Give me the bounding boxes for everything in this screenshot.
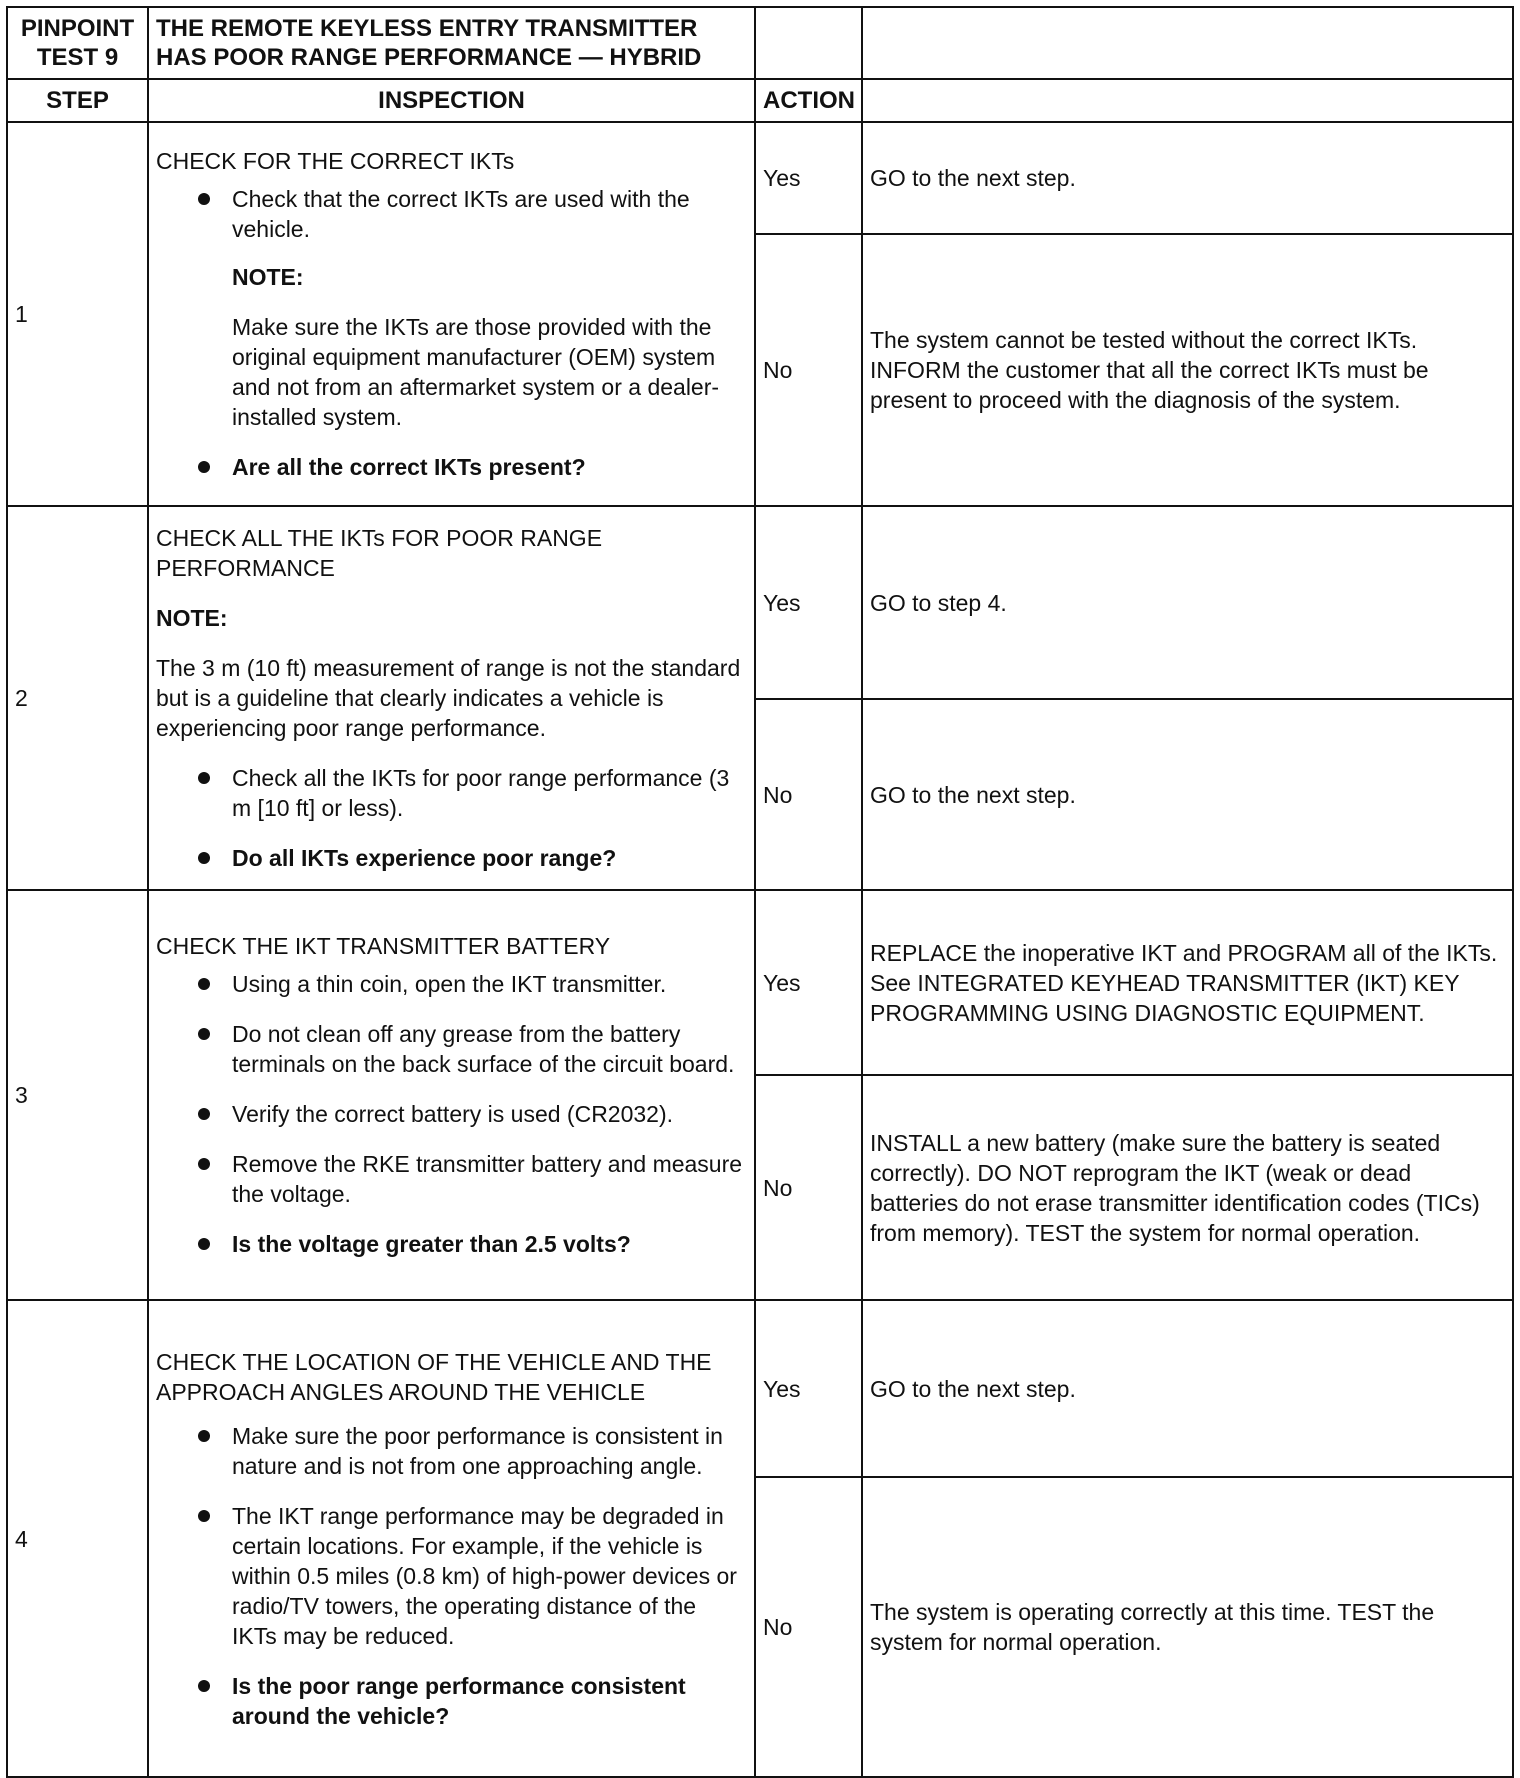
- step-1-bullets: [156, 184, 747, 244]
- step-1-inspection: [148, 122, 755, 506]
- bullet-icon: [198, 1028, 210, 1040]
- step-3-title: CHECK THE IKT TRANSMITTER BATTERY: [156, 933, 611, 959]
- step-1-note: Make sure the IKTs are those provided with the original equipment manufacturer (OEM) system and not from an aftermarket system or a dealer-installed system.: [232, 314, 720, 430]
- step-4-yes-action: GO to the next step.: [862, 1300, 1513, 1477]
- step-4-title: CHECK THE LOCATION OF THE VEHICLE AND THE APPROACH ANGLES AROUND THE VEHICLE: [156, 1348, 712, 1405]
- table-title-row: [7, 7, 1513, 79]
- step-2-inspection: [148, 506, 755, 890]
- step-2-note: The 3 m (10 ft) measurement of range is not the standard but is a guideline that clearly indicates a vehicle is experiencing poor range performance.: [156, 655, 741, 741]
- step-2-note-title: NOTE:: [156, 605, 228, 631]
- step-2-yes-action: GO to step 4.: [862, 506, 1513, 699]
- bullet-icon: [198, 461, 210, 473]
- test-title: THE REMOTE KEYLESS ENTRY TRANSMITTER HAS POOR RANGE PERFORMANCE — HYBRID: [148, 7, 755, 79]
- step-4-bullets: [156, 1421, 747, 1731]
- step-3-bullet-3: Verify the correct battery is used (CR2032).: [156, 1099, 747, 1129]
- column-header-blank: [862, 79, 1513, 122]
- pinpoint-test-table: [6, 6, 1514, 1778]
- bullet-icon: [198, 1158, 210, 1170]
- bullet-icon: [198, 1108, 210, 1120]
- bullet-icon: [198, 1510, 210, 1522]
- column-header-step: STEP: [7, 79, 148, 122]
- step-2-bullet-1: Check all the IKTs for poor range performance (3 m [10 ft] or less).: [156, 763, 747, 823]
- step-1-note-title: NOTE:: [232, 264, 304, 290]
- step-2-no-action: GO to the next step.: [862, 699, 1513, 890]
- step-4-bullet-2: The IKT range performance may be degraded in certain locations. For example, if the vehicle is within 0.5 miles (0.8 km) of high-power devices or radio/TV towers, the operating distance of the IKTs may be reduced.: [156, 1501, 747, 1651]
- step-3-bullet-2: Do not clean off any grease from the battery terminals on the back surface of the circuit board.: [156, 1019, 747, 1079]
- step-4-question: Is the poor range performance consistent around the vehicle?: [156, 1671, 747, 1731]
- bullet-icon: [198, 772, 210, 784]
- step-1-no-label: No: [755, 234, 862, 506]
- step-3-yes-label: Yes: [755, 890, 862, 1075]
- step-3-bullets: [156, 969, 747, 1259]
- step-4-yes-row: [7, 1300, 1513, 1477]
- step-3-question: Is the voltage greater than 2.5 volts?: [156, 1229, 747, 1259]
- step-2-title: CHECK ALL THE IKTs FOR POOR RANGE PERFORMANCE: [156, 525, 603, 581]
- step-4-number: 4: [7, 1300, 148, 1777]
- step-3-no-label: No: [755, 1075, 862, 1300]
- step-1-number: 1: [7, 122, 148, 506]
- step-1-yes-row: [7, 122, 1513, 234]
- step-2-bullets: [156, 763, 747, 873]
- step-3-bullet-1: Using a thin coin, open the IKT transmitter.: [156, 969, 747, 999]
- column-header-row: [7, 79, 1513, 122]
- step-1-bullet-1: Check that the correct IKTs are used with the vehicle.: [156, 184, 747, 244]
- step-1-no-action: The system cannot be tested without the correct IKTs. INFORM the customer that all the correct IKTs must be present to proceed with the diagnosis of the system.: [862, 234, 1513, 506]
- header-blank-action: [755, 7, 862, 79]
- step-2-question: Do all IKTs experience poor range?: [156, 843, 747, 873]
- step-2-yes-row: [7, 506, 1513, 699]
- column-header-inspection: INSPECTION: [148, 79, 755, 122]
- step-3-yes-row: [7, 890, 1513, 1075]
- step-2-no-label: No: [755, 699, 862, 890]
- step-4-bullet-1: Make sure the poor performance is consistent in nature and is not from one approaching angle.: [156, 1421, 747, 1481]
- step-2-number: 2: [7, 506, 148, 890]
- step-4-yes-label: Yes: [755, 1300, 862, 1477]
- step-1-yes-action: GO to the next step.: [862, 122, 1513, 234]
- step-3-inspection: [148, 890, 755, 1300]
- step-3-bullet-4: Remove the RKE transmitter battery and measure the voltage.: [156, 1149, 747, 1209]
- bullet-icon: [198, 978, 210, 990]
- pinpoint-label: PINPOINT TEST 9: [7, 7, 148, 79]
- bullet-icon: [198, 1238, 210, 1250]
- bullet-icon: [198, 1430, 210, 1442]
- header-blank-result: [862, 7, 1513, 79]
- step-4-inspection: [148, 1300, 755, 1777]
- step-3-no-action: INSTALL a new battery (make sure the battery is seated correctly). DO NOT reprogram the IKT (weak or dead batteries do not erase transmitter identification codes (TICs) from memory). TEST the system for normal operation.: [862, 1075, 1513, 1300]
- step-3-number: 3: [7, 890, 148, 1300]
- step-1-yes-label: Yes: [755, 122, 862, 234]
- step-4-no-label: No: [755, 1477, 862, 1777]
- step-4-no-action: The system is operating correctly at this time. TEST the system for normal operation.: [862, 1477, 1513, 1777]
- column-header-action: ACTION: [755, 79, 862, 122]
- bullet-icon: [198, 1680, 210, 1692]
- step-2-yes-label: Yes: [755, 506, 862, 699]
- step-1-question: Are all the correct IKTs present?: [156, 452, 747, 482]
- step-3-yes-action: REPLACE the inoperative IKT and PROGRAM all of the IKTs. See INTEGRATED KEYHEAD TRANSMITTER (IKT) KEY PROGRAMMING USING DIAGNOSTIC EQUIPMENT.: [862, 890, 1513, 1075]
- bullet-icon: [198, 852, 210, 864]
- step-1-question-list: [156, 452, 747, 482]
- bullet-icon: [198, 193, 210, 205]
- step-1-title: CHECK FOR THE CORRECT IKTs: [156, 148, 515, 174]
